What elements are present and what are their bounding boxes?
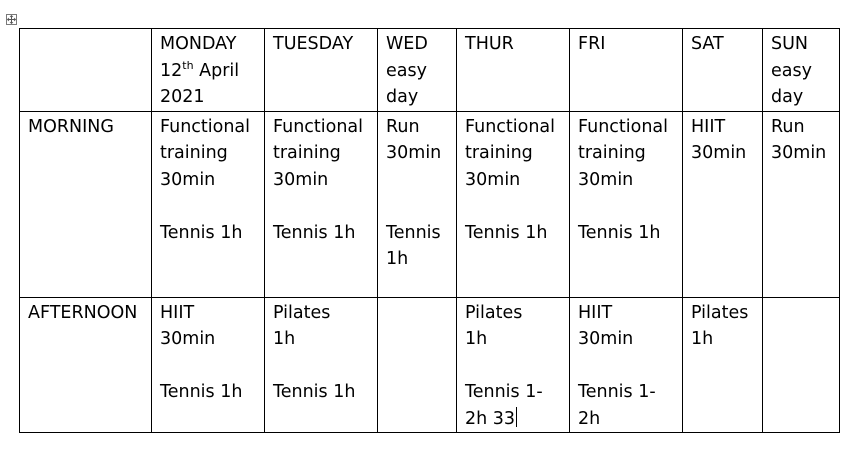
activity-text: Tennis 1h: [160, 382, 243, 402]
activity-text: HIIT: [691, 116, 726, 137]
cell-morning-saturday[interactable]: [683, 111, 763, 297]
row-label-morning[interactable]: [20, 111, 152, 297]
blank-line: [465, 353, 563, 380]
activity-text: Pilates: [465, 302, 523, 323]
activity-text: training: [273, 143, 341, 163]
cell-morning-thursday[interactable]: [457, 111, 570, 297]
activity-text: 2h 33: [465, 408, 516, 429]
header-row: [20, 29, 840, 112]
header-day: SAT: [691, 34, 724, 54]
header-year: 2021: [160, 87, 205, 107]
blank-line: [273, 193, 371, 220]
blank-line: [386, 167, 450, 194]
row-label: AFTERNOON: [28, 302, 138, 323]
activity-text: Tennis 1-: [578, 382, 656, 402]
activity-text: Run: [386, 116, 420, 137]
corner-cell[interactable]: [20, 29, 152, 112]
header-day: FRI: [578, 34, 606, 54]
activity-text: Run: [771, 116, 805, 137]
activity-text: 30min: [160, 329, 216, 349]
blank-line: [578, 353, 676, 380]
activity-text: 30min: [160, 169, 216, 190]
header-note: easy: [771, 60, 812, 81]
activity-text: 1h: [465, 329, 488, 349]
activity-text: 30min: [771, 143, 827, 163]
activity-text: Tennis 1-: [465, 382, 543, 402]
activity-text: Tennis 1h: [465, 222, 548, 243]
activity-text: Functional: [273, 116, 364, 137]
activity-text: Pilates: [691, 302, 749, 323]
cell-morning-sunday[interactable]: [763, 111, 840, 297]
activity-text: Tennis 1h: [273, 382, 356, 402]
activity-text: 1h: [273, 329, 296, 349]
activity-text: training: [578, 143, 646, 163]
cell-afternoon-tuesday[interactable]: [265, 297, 378, 433]
header-monday[interactable]: [152, 29, 265, 112]
blank-line: [160, 193, 258, 220]
activity-text: Tennis 1h: [160, 222, 243, 243]
activity-text: training: [465, 143, 533, 163]
morning-row: [20, 111, 840, 297]
activity-text: 30min: [691, 143, 747, 163]
activity-text: HIIT: [578, 302, 613, 323]
activity-text: Functional: [578, 116, 669, 137]
header-tuesday[interactable]: [265, 29, 378, 112]
header-day: TUESDAY: [273, 34, 354, 54]
cell-afternoon-monday[interactable]: [152, 297, 265, 433]
activity-text: Tennis 1h: [273, 222, 356, 243]
activity-text: Tennis: [386, 222, 441, 243]
header-day: SUN: [771, 34, 809, 54]
header-day: MONDAY: [160, 34, 237, 54]
header-day: THUR: [465, 34, 514, 54]
cell-afternoon-thursday[interactable]: [457, 297, 570, 433]
header-day: WED: [386, 34, 428, 54]
header-date: 12th April: [160, 58, 240, 81]
activity-text: Pilates: [273, 302, 331, 323]
activity-text: 1h: [691, 329, 714, 349]
cell-morning-monday[interactable]: [152, 111, 265, 297]
header-note: day: [771, 87, 804, 107]
cell-afternoon-sunday[interactable]: [763, 297, 840, 433]
header-wednesday[interactable]: [378, 29, 457, 112]
activity-text: training: [160, 143, 228, 163]
row-label: MORNING: [28, 116, 114, 137]
activity-text-with-cursor: [465, 406, 563, 433]
activity-text: 30min: [273, 169, 329, 190]
cell-afternoon-friday[interactable]: [570, 297, 683, 433]
activity-text: Tennis 1h: [578, 222, 661, 243]
activity-text: 30min: [578, 329, 634, 349]
header-note: easy: [386, 60, 427, 81]
weekly-training-table: [19, 28, 840, 433]
header-thursday[interactable]: [457, 29, 570, 112]
activity-text: 30min: [578, 169, 634, 190]
table-move-handle-icon[interactable]: [6, 14, 17, 25]
blank-line: [273, 353, 371, 380]
header-friday[interactable]: [570, 29, 683, 112]
cell-morning-wednesday[interactable]: [378, 111, 457, 297]
activity-text: 2h: [578, 408, 601, 429]
row-label-afternoon[interactable]: [20, 297, 152, 433]
cell-afternoon-wednesday[interactable]: [378, 297, 457, 433]
cell-morning-friday[interactable]: [570, 111, 683, 297]
activity-text: 30min: [465, 169, 521, 190]
activity-text: Functional: [160, 116, 251, 137]
activity-text: HIIT: [160, 302, 195, 323]
header-note: day: [386, 87, 419, 107]
header-saturday[interactable]: [683, 29, 763, 112]
blank-line: [465, 193, 563, 220]
cell-morning-tuesday[interactable]: [265, 111, 378, 297]
blank-line: [160, 353, 258, 380]
activity-text: 30min: [386, 143, 442, 163]
text-cursor: [516, 407, 517, 427]
header-sunday[interactable]: [763, 29, 840, 112]
afternoon-row: [20, 297, 840, 433]
blank-line: [386, 193, 450, 220]
activity-text: Functional: [465, 116, 556, 137]
cell-afternoon-saturday[interactable]: [683, 297, 763, 433]
blank-line: [578, 193, 676, 220]
activity-text: 1h: [386, 249, 409, 269]
